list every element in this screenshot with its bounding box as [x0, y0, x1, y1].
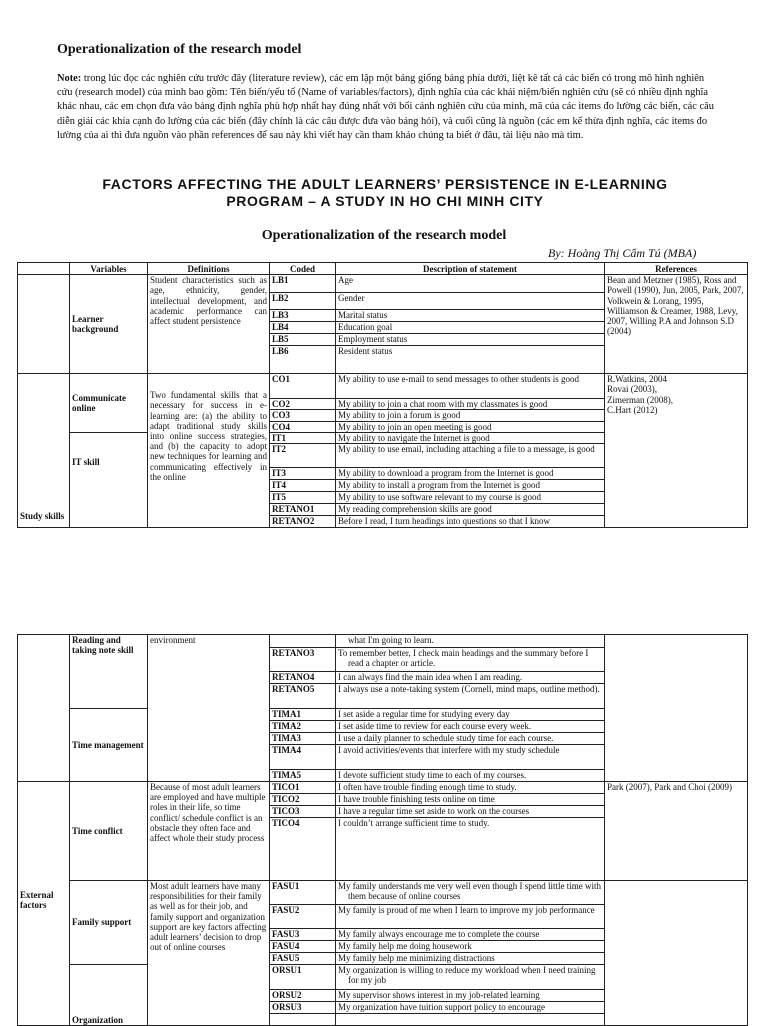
external-factors-label: External factors [18, 782, 70, 1026]
statement-cell: My organization have tuition support policy to encourage [336, 1002, 605, 1014]
statement-cell: My ability to join an open meeting is good [336, 421, 605, 432]
header-blank [18, 263, 70, 275]
code-cell: IT1 [270, 432, 336, 443]
code-cell: CO3 [270, 410, 336, 421]
code-cell: ORSU1 [270, 965, 336, 990]
header-description: Description of statement [336, 263, 605, 275]
study-title-line-2: PROGRAM – A STUDY IN HO CHI MINH CITY [226, 193, 544, 209]
statement-cell: My ability to join a forum is good [336, 410, 605, 421]
statement-cell: Resident status [336, 346, 605, 374]
statement-cell: I devote sufficient study time to each of my courses. [336, 770, 605, 782]
code-cell: CO1 [270, 374, 336, 399]
code-cell: TICO3 [270, 806, 336, 818]
statement-cell: My family understands me very well even though I spend little time with them because of online courses [336, 881, 605, 905]
author-byline: By: Hoàng Thị Cẩm Tú (MBA) [548, 246, 697, 260]
code-cell: IT2 [270, 444, 336, 468]
statement-cell: Employment status [336, 334, 605, 346]
code-cell: RETANO3 [270, 648, 336, 672]
header-definitions: Definitions [148, 263, 270, 275]
statement-cell: My organization is willing to reduce my workload when I need training for my job [336, 965, 605, 990]
code-cell: FASU3 [270, 929, 336, 941]
it-skill-label: IT skill [70, 432, 148, 527]
study-title-line-1: FACTORS AFFECTING THE ADULT LEARNERS’ PERSISTENCE IN E-LEARNING [102, 176, 668, 192]
statement-cell: To remember better, I check main headings and the summary before I read a chapter or article. [336, 648, 605, 672]
statement-cell: I often have trouble finding enough time to study. [336, 782, 605, 794]
header-references: References [605, 263, 748, 275]
statement-cell: Education goal [336, 322, 605, 334]
header-variables: Variables [70, 263, 148, 275]
code-cell: TIMA2 [270, 721, 336, 733]
organization-label: Organization [70, 965, 148, 1026]
statement-cell: My ability to install a program from the Internet is good [336, 480, 605, 492]
reference-empty-cell [605, 881, 748, 1026]
code-cell: IT4 [270, 480, 336, 492]
code-cell: LB5 [270, 334, 336, 346]
learner-background-references: Bean and Metzner (1985), Ross and Powell (1990), Jun, 2005, Park, 2007, Volkwein & Lorang, 1995, Williamson & Creamer, 1988, Levy, 2007, Willing P.A and Johnson S.D (2004) [605, 275, 748, 374]
code-cell: TICO1 [270, 782, 336, 794]
code-cell: FASU4 [270, 941, 336, 953]
statement-cell: I use a daily planner to schedule study time for each course. [336, 733, 605, 745]
code-cell: LB6 [270, 346, 336, 374]
statement-cell: My ability to download a program from the Internet is good [336, 468, 605, 480]
code-cell: LB2 [270, 293, 336, 310]
code-cell: TICO4 [270, 818, 336, 881]
statement-cell: My family is proud of me when I learn to improve my job performance [336, 905, 605, 929]
statement-cell: I couldn’t arrange sufficient time to study. [336, 818, 605, 881]
code-cell: CO2 [270, 399, 336, 410]
learner-background-definition: Student characteristics such as age, ethnicity, gender, intellectual development, and academic performance can affect student persistence [148, 275, 270, 374]
code-cell: IT5 [270, 492, 336, 504]
code-cell: TICO2 [270, 794, 336, 806]
communicate-online-label: Communicate online [70, 374, 148, 433]
statement-cell: Age [336, 275, 605, 293]
statement-cell: My family help me minimizing distractions [336, 953, 605, 965]
code-cell: TIMA3 [270, 733, 336, 745]
time-management-label: Time management [70, 709, 148, 782]
reading-note-label: Reading and taking note skill [70, 635, 148, 709]
operationalization-table-part-1 [17, 262, 748, 528]
code-cell: TIMA1 [270, 709, 336, 721]
statement-cell: I have a regular time set aside to work on the courses [336, 806, 605, 818]
study-skills-references: R.Watkins, 2004 Rovai (2003), Zimerman (2008), C.Hart (2012) [605, 374, 748, 528]
code-cell: TIMA5 [270, 770, 336, 782]
code-cell: FASU2 [270, 905, 336, 929]
code-cell: FASU1 [270, 881, 336, 905]
statement-cell: I avoid activities/events that interfere with my study schedule [336, 745, 605, 770]
statement-cell: My family help me doing housework [336, 941, 605, 953]
code-cell [270, 635, 336, 648]
statement-cell: My reading comprehension skills are good [336, 504, 605, 516]
code-cell: TIMA4 [270, 745, 336, 770]
statement-cell: I set aside time to review for each course every week. [336, 721, 605, 733]
code-cell: LB4 [270, 322, 336, 334]
code-cell: FASU5 [270, 953, 336, 965]
statement-cell: My ability to navigate the Internet is good [336, 432, 605, 443]
statement-cell: Marital status [336, 310, 605, 322]
statement-cell: My ability to join a chat room with my classmates is good [336, 399, 605, 410]
code-cell: IT3 [270, 468, 336, 480]
note-paragraph [57, 72, 717, 143]
learner-background-label: Learner background [70, 275, 148, 374]
time-conflict-definition: Because of most adult learners are employed and have multiple roles in their life, so time conflict/ schedule conflict is an obstacle they often face and affect whole their study process [148, 782, 270, 881]
statement-cell: I have trouble finishing tests online on time [336, 794, 605, 806]
family-definition: Most adult learners have many responsibilities for their family as well as for their job, and family support and organization support are key factors affecting adult learners’ decision to drop out of online courses [148, 881, 270, 1026]
code-cell: LB3 [270, 310, 336, 322]
note-label: Note: [57, 73, 82, 84]
reading-definition: environment [148, 635, 270, 782]
statement-cell: My ability to use e-mail to send messages to other students is good [336, 374, 605, 399]
study-skills-continuation-cell [18, 635, 70, 782]
code-cell: RETANO4 [270, 672, 336, 684]
study-title [60, 176, 710, 210]
statement-cell: I always use a note-taking system (Cornell, mind maps, outline method). [336, 684, 605, 709]
family-support-label: Family support [70, 881, 148, 965]
table-heading: Operationalization of the research model [261, 228, 507, 243]
code-cell: ORSU3 [270, 1002, 336, 1014]
statement-cell: what I'm going to learn. [336, 635, 605, 648]
header-coded: Coded [270, 263, 336, 275]
code-cell: CO4 [270, 421, 336, 432]
code-cell: RETANO1 [270, 504, 336, 516]
statement-cell: My ability to use software relevant to my course is good [336, 492, 605, 504]
reference-empty-cell [605, 635, 748, 782]
time-conflict-label: Time conflict [70, 782, 148, 881]
statement-cell: My supervisor shows interest in my job-related learning [336, 990, 605, 1002]
code-cell: RETANO2 [270, 516, 336, 528]
study-skills-definition: Two fundamental skills that a necessary for success in e-learning are: (a) the ability to adapt traditional study skills into online success strategies, and (b) the capacity to adopt new techniques for learning and communicating effectively in the online [148, 374, 270, 528]
operationalization-table-part-2 [17, 634, 748, 1026]
statement-cell: I set aside a regular time for studying every day [336, 709, 605, 721]
code-cell: LB1 [270, 275, 336, 293]
page-heading: Operationalization of the research model [57, 42, 302, 57]
learner-group-cell [18, 275, 70, 374]
statement-cell: Before I read, I turn headings into questions so that I know [336, 516, 605, 528]
statement-cell: My family always encourage me to complete the course [336, 929, 605, 941]
code-cell: ORSU2 [270, 990, 336, 1002]
study-skills-label: Study skills [18, 374, 70, 528]
statement-cell: Gender [336, 293, 605, 310]
statement-cell: I can always find the main idea when I am reading. [336, 672, 605, 684]
code-cell: RETANO5 [270, 684, 336, 709]
time-conflict-references: Park (2007), Park and Choi (2009) [605, 782, 748, 881]
note-text: trong lúc đọc các nghiên cứu trước đây (literature review), các em lập một bảng giống bảng phía dưới, liệt kê tất cả các biến có trong mô hình nghiên cứu (research model) của mình bao gồm: Tên biến/yếu tố (Name of variables/factors), định nghĩa của các khái niệm/biến nghiên cứu (sẽ có nhiều định nghĩa khác nhau, các em chọn đưa vào bảng định nghĩa phù hợp nhất hay đúng nhất với bối cảnh nghiên cứu của mình, mã của các items đo lường các biến, các câu diễn giải các khía cạnh đo lường của các biến (đây chính là các câu được đưa vào bảng hỏi), và cuối cũng là nguồn (các em kế thừa định nghĩa, các items đo lường của ai thì đưa nguồn vào phần references để sau này khi viết hay cần tham khảo chúng ta biết ở đâu, tài liệu nào mà tìm. [57, 73, 714, 141]
statement-cell: My ability to use email, including attaching a file to a message, is good [336, 444, 605, 468]
